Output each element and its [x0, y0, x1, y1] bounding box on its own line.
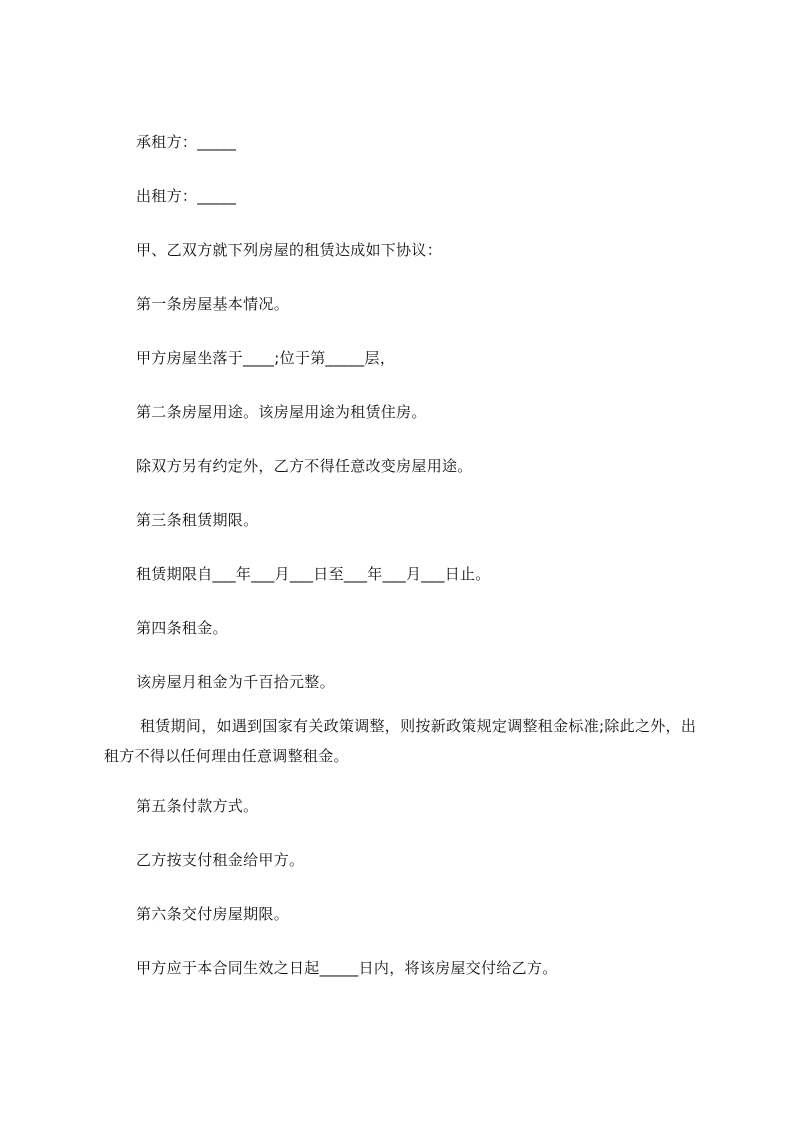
article-6-body: 甲方应于本合同生效之日起_____日内，将该房屋交付给乙方。: [136, 959, 558, 977]
article-1-heading: 第一条房屋基本情况。: [136, 295, 290, 313]
article-3-heading: 第三条租赁期限。: [136, 511, 259, 529]
article-6-heading: 第六条交付房屋期限。: [136, 905, 290, 923]
article-1-location: 甲方房屋坐落于____;位于第_____层，: [136, 349, 396, 367]
lessee-line: 承租方：_____: [136, 133, 237, 151]
article-2-body: 除双方另有约定外，乙方不得任意改变房屋用途。: [136, 457, 473, 475]
lessor-line: 出租方：_____: [136, 187, 237, 205]
agreement-intro: 甲、乙双方就下列房屋的租赁达成如下协议：: [136, 241, 443, 259]
article-5-heading: 第五条付款方式。: [136, 797, 259, 815]
article-3-body: 租赁期限自___年___月___日至___年___月___日止。: [136, 565, 491, 583]
article-4-heading: 第四条租金。: [136, 619, 228, 637]
article-4-rent: 该房屋月租金为千百拾元整。: [136, 673, 335, 691]
article-4-adjustment: [104, 711, 704, 771]
article-2-heading: 第二条房屋用途。该房屋用途为租赁住房。: [136, 403, 427, 421]
article-5-body: 乙方按支付租金给甲方。: [136, 851, 305, 869]
article-4-adjustment-text: 租赁期间，如遇到国家有关政策调整，则按新政策规定调整租金标准;除此之外，出租方不得以任何理由任意调整租金。: [104, 717, 697, 765]
